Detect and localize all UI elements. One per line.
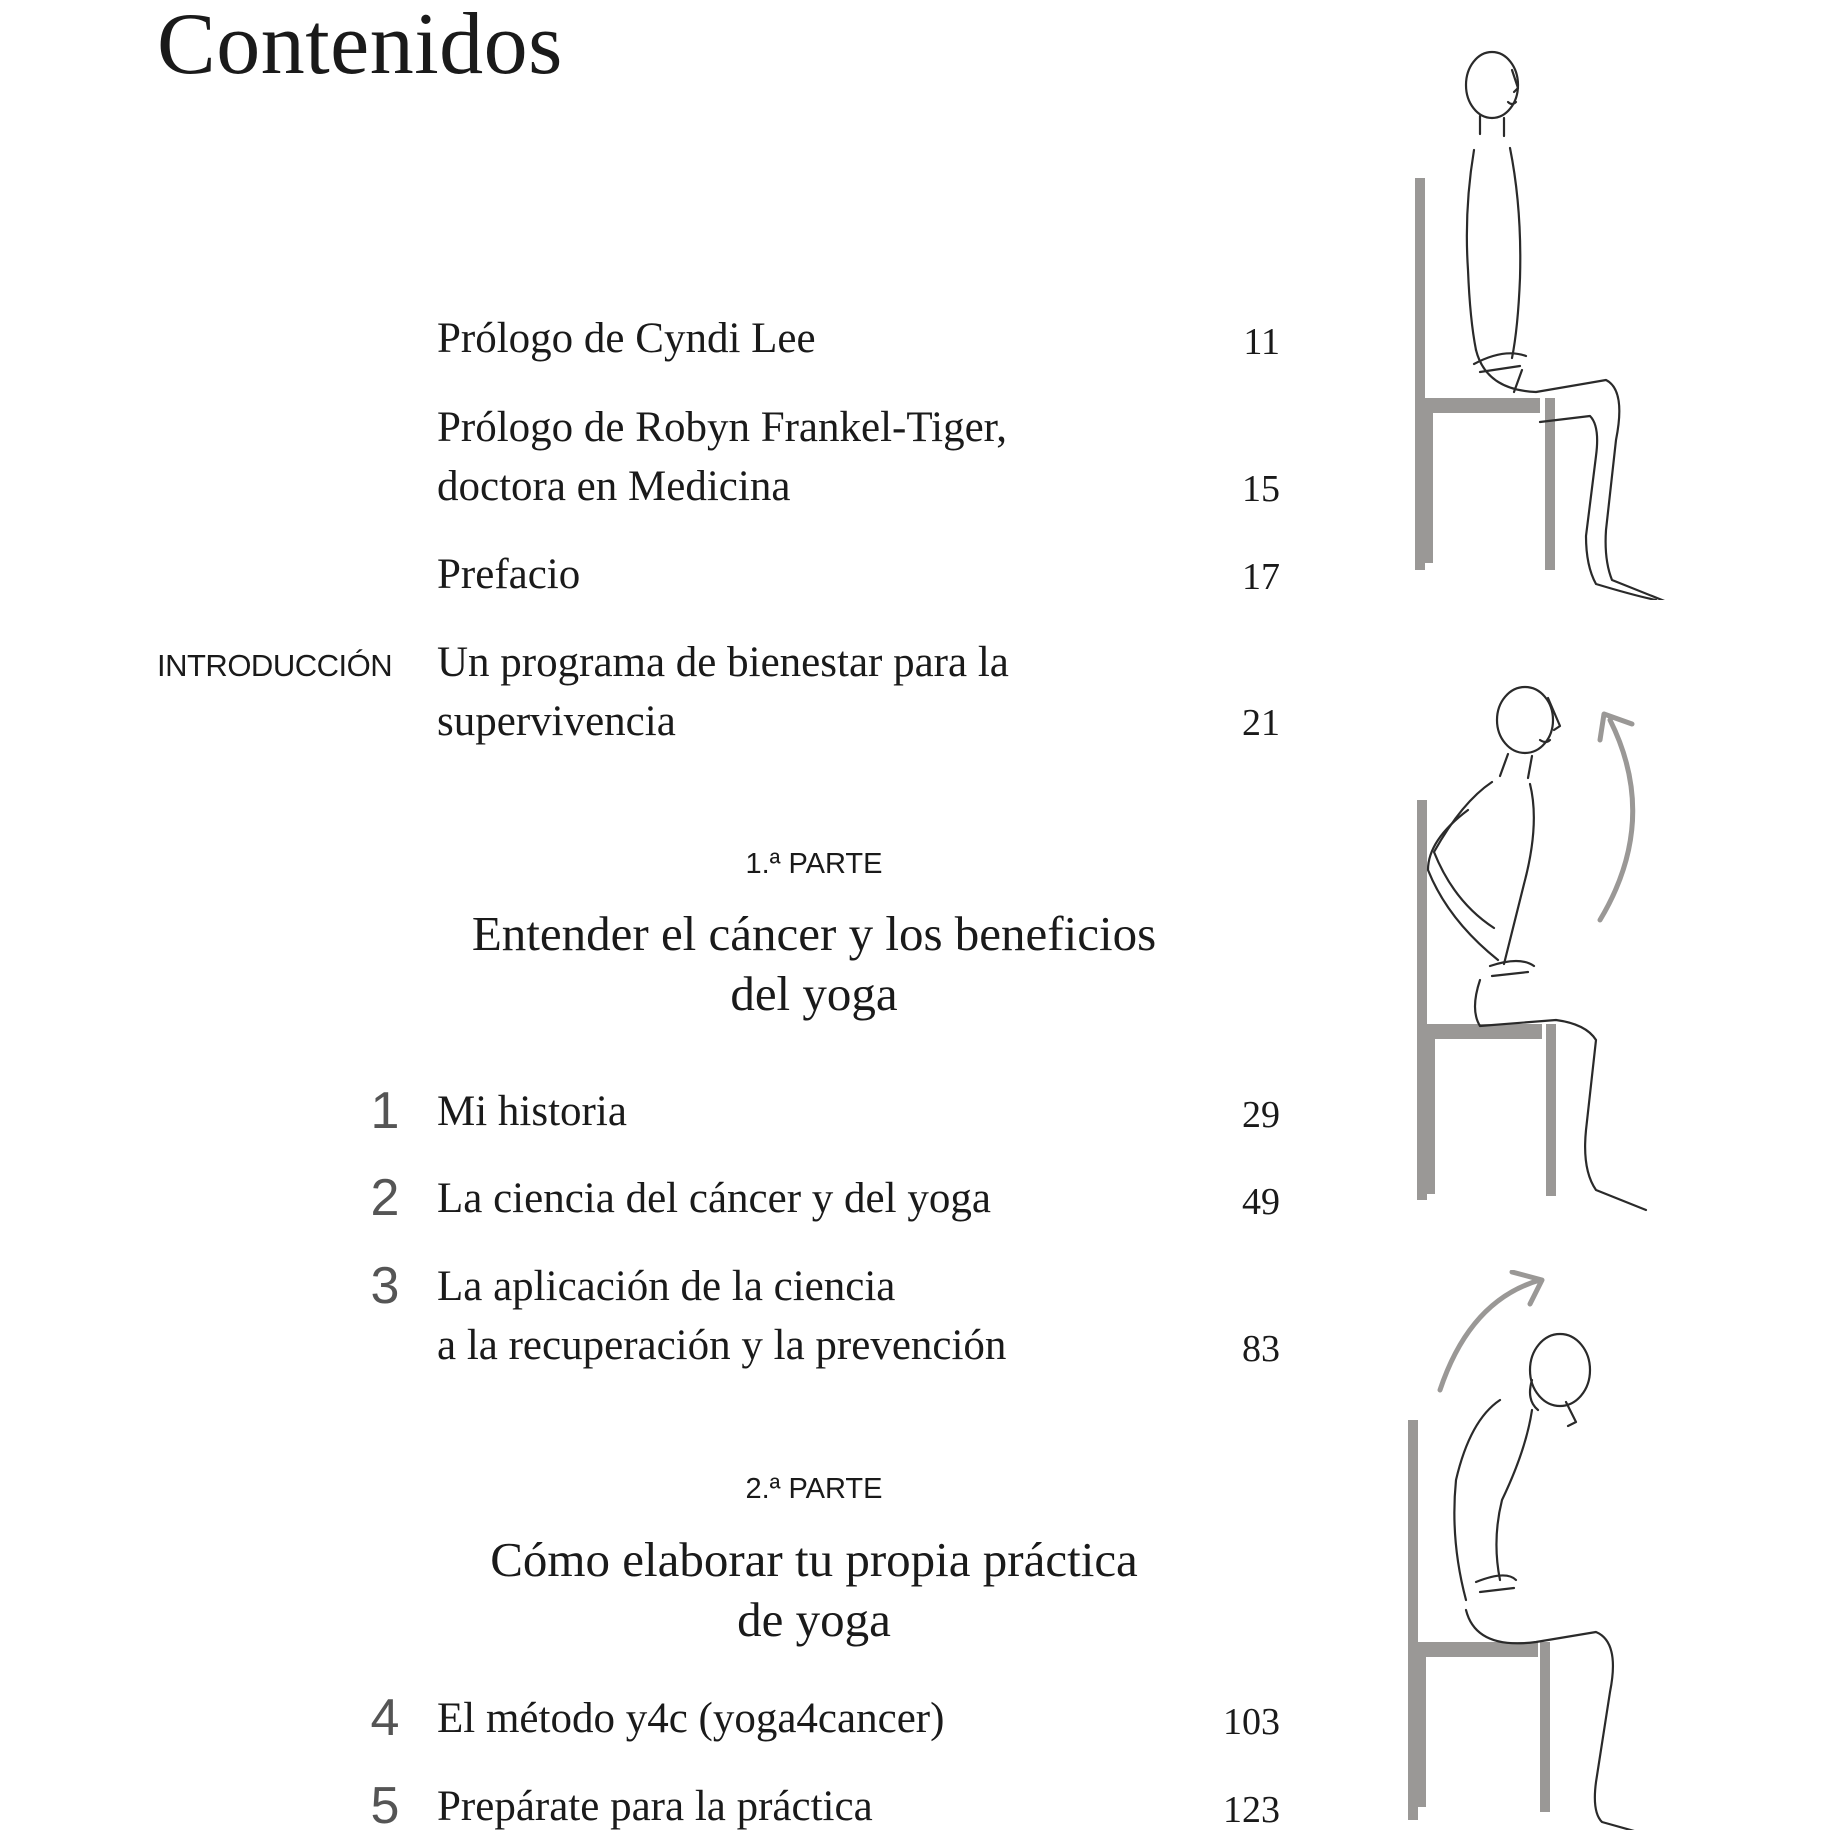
- toc-entry-prologue-cyndi-lee[interactable]: [437, 309, 1137, 368]
- toc-entry-prefacio[interactable]: [437, 545, 1137, 604]
- toc-entry-prologue-robyn-frankel-tiger[interactable]: [437, 398, 1137, 516]
- toc-entry-line: La aplicación de la ciencia: [437, 1263, 896, 1310]
- toc-entry-line: supervivencia: [437, 698, 676, 745]
- seated-forward-curl-figure: [1380, 1270, 1720, 1830]
- chair-leg: [1546, 1024, 1556, 1196]
- chair-leg: [1545, 398, 1555, 570]
- chapter-number: 5: [370, 1777, 400, 1835]
- part-title: [437, 1530, 1191, 1650]
- toc-entry-line: a la recuperación y la prevención: [437, 1322, 1007, 1369]
- toc-entry-line: doctora en Medicina: [437, 463, 791, 510]
- toc-page-number: 21: [1242, 702, 1280, 744]
- toc-entry-line: Prólogo de Robyn Frankel-Tiger,: [437, 404, 1008, 451]
- toc-page-number: 49: [1242, 1181, 1280, 1223]
- chair-leg: [1540, 1642, 1550, 1812]
- toc-entry-line: El método y4c (yoga4cancer): [437, 1695, 945, 1742]
- part-label: 1.ª PARTE: [745, 848, 883, 880]
- chair-seat: [1425, 398, 1540, 413]
- toc-entry-line: Prepárate para la práctica: [437, 1783, 873, 1830]
- toc-page-number: 17: [1242, 556, 1280, 598]
- chapter-number: 2: [370, 1169, 400, 1227]
- toc-entry-chapter-1[interactable]: [437, 1082, 1137, 1141]
- toc-entry-line: La ciencia del cáncer y del yoga: [437, 1175, 991, 1222]
- toc-page-number: 103: [1223, 1701, 1280, 1743]
- chair-front-leg: [1418, 1657, 1426, 1807]
- toc-page-number: 11: [1243, 321, 1280, 363]
- part-title: [437, 904, 1191, 1024]
- toc-entry-line: Mi historia: [437, 1088, 627, 1135]
- toc-page-number: 29: [1242, 1094, 1280, 1136]
- chair-back: [1415, 178, 1425, 570]
- chair-front-leg: [1425, 413, 1433, 563]
- chair-front-leg: [1427, 1039, 1435, 1194]
- toc-entry-line: Un programa de bienestar para la: [437, 639, 1009, 686]
- toc-page-number: 83: [1242, 1328, 1280, 1370]
- toc-entry-chapter-2[interactable]: [437, 1169, 1137, 1228]
- seated-backbend-figure: [1380, 670, 1720, 1230]
- chair-back: [1417, 800, 1427, 1200]
- chapter-number: 4: [370, 1689, 400, 1747]
- toc-entry-chapter-4[interactable]: [437, 1689, 1137, 1748]
- part-title-line: Cómo elaborar tu propia práctica: [490, 1532, 1138, 1587]
- toc-page-number: 123: [1223, 1789, 1280, 1831]
- chapter-number: 1: [370, 1082, 400, 1140]
- toc-entry-line: Prefacio: [437, 551, 581, 598]
- toc-entry-chapter-3[interactable]: [437, 1257, 1137, 1375]
- toc-entry-chapter-5[interactable]: [437, 1777, 1137, 1836]
- part-title-line: del yoga: [730, 966, 898, 1021]
- introduction-label: INTRODUCCIÓN: [157, 648, 393, 683]
- part-title-line: Entender el cáncer y los beneficios: [471, 906, 1157, 961]
- toc-page-number: 15: [1242, 468, 1280, 510]
- toc-entry-introduction[interactable]: [437, 633, 1137, 751]
- seated-upright-figure: [1380, 40, 1720, 600]
- page-title: Contenidos: [157, 0, 563, 93]
- chapter-number: 3: [370, 1257, 400, 1315]
- part-title-line: de yoga: [737, 1592, 891, 1647]
- chair-back: [1408, 1420, 1418, 1820]
- toc-entry-line: Prólogo de Cyndi Lee: [437, 315, 816, 362]
- part-label: 2.ª PARTE: [745, 1473, 883, 1505]
